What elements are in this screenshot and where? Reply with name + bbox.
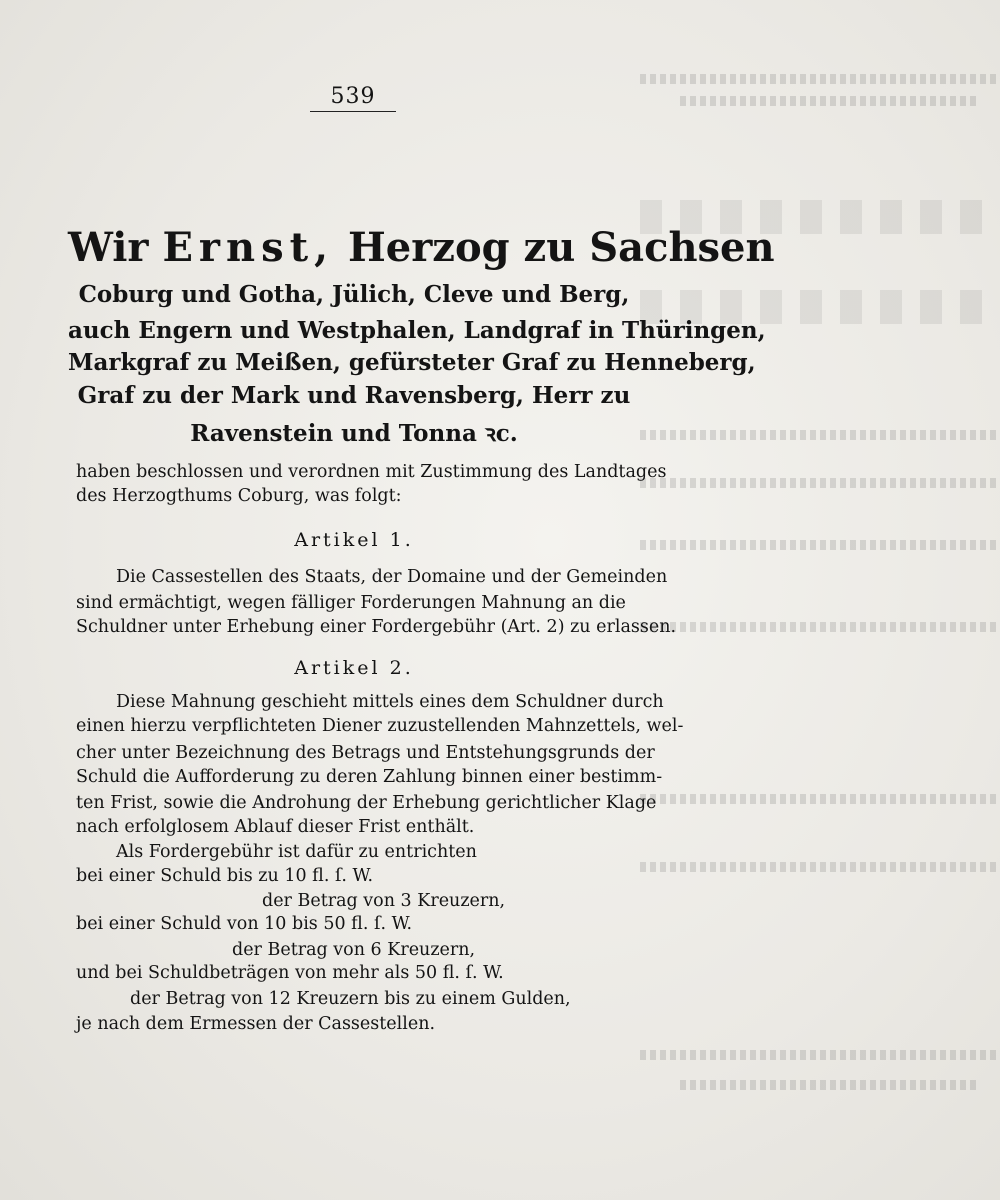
bleed-through-mark [680,96,980,106]
title-line: Markgraf zu Meißen, gefürsteter Graf zu Henneberg, [68,349,756,376]
bleed-through-mark [680,1080,980,1090]
article-text-line: cher unter Bezeichnung des Betrags und Entstehungsgrunds der [76,743,655,763]
fee-line: bei einer Schuld bis zu 10 fl. ſ. W. [76,866,374,886]
bleed-through-mark [640,622,1000,632]
title-line: auch Engern und Westphalen, Landgraf in Thüringen, [68,317,766,344]
article-heading: Artikel 1. [294,529,414,551]
fee-line: je nach dem Ermessen der Cassestellen. [76,1014,436,1034]
title-line: Ravenstein und Tonna ꝛc. [190,420,518,447]
headline-rest: Herzog zu Sachsen [347,224,775,271]
article-text-line: Diese Mahnung geschieht mittels eines dem Schuldner durch [116,692,664,712]
fee-line: Als Fordergebühr ist dafür zu entrichten [116,842,477,862]
article-text-line: nach erfolglosem Ablauf dieser Frist enthält. [76,817,475,837]
title-line: Graf zu der Mark und Ravensberg, Herr zu [77,382,631,409]
headline-prefix: Wir [68,224,149,271]
title-line: Coburg und Gotha, Jülich, Cleve und Berg, [78,281,630,308]
bleed-through-mark [640,862,1000,872]
bleed-through-mark [640,794,1000,804]
bleed-through-mark [640,1050,1000,1060]
article-text-line: Schuldner unter Erhebung einer Fordergebühr (Art. 2) zu erlassen. [76,617,677,637]
bleed-through-mark [640,430,1000,440]
article-text-line: Schuld die Aufforderung zu deren Zahlung binnen einer bestimm- [76,767,663,787]
preamble-line: des Herzogthums Coburg, was folgt: [76,486,402,506]
page-number: 539 [310,84,396,112]
article-text-line: einen hierzu verpflichteten Diener zuzustellenden Mahnzettels, wel- [76,716,684,736]
fee-line: der Betrag von 6 Kreuzern, [232,940,476,960]
bleed-through-mark [640,540,1000,550]
article-text-line: Die Cassestellen des Staats, der Domaine und der Gemeinden [116,567,668,587]
article-text-line: sind ermächtigt, wegen fälliger Forderungen Mahnung an die [76,593,626,613]
headline [68,224,775,271]
bleed-through-mark [640,478,1000,488]
fee-line: bei einer Schuld von 10 bis 50 fl. ſ. W. [76,914,413,934]
headline-name: Ernst, [162,224,335,271]
article-text-line: ten Frist, sowie die Androhung der Erhebung gerichtlicher Klage [76,793,657,813]
fee-line: und bei Schuldbeträgen von mehr als 50 fl. ſ. W. [76,963,504,983]
preamble-line: haben beschlossen und verordnen mit Zustimmung des Landtages [76,462,667,482]
fee-line: der Betrag von 12 Kreuzern bis zu einem Gulden, [130,989,571,1009]
article-heading: Artikel 2. [294,657,414,679]
fee-line: der Betrag von 3 Kreuzern, [262,891,506,911]
bleed-through-mark [640,74,1000,84]
